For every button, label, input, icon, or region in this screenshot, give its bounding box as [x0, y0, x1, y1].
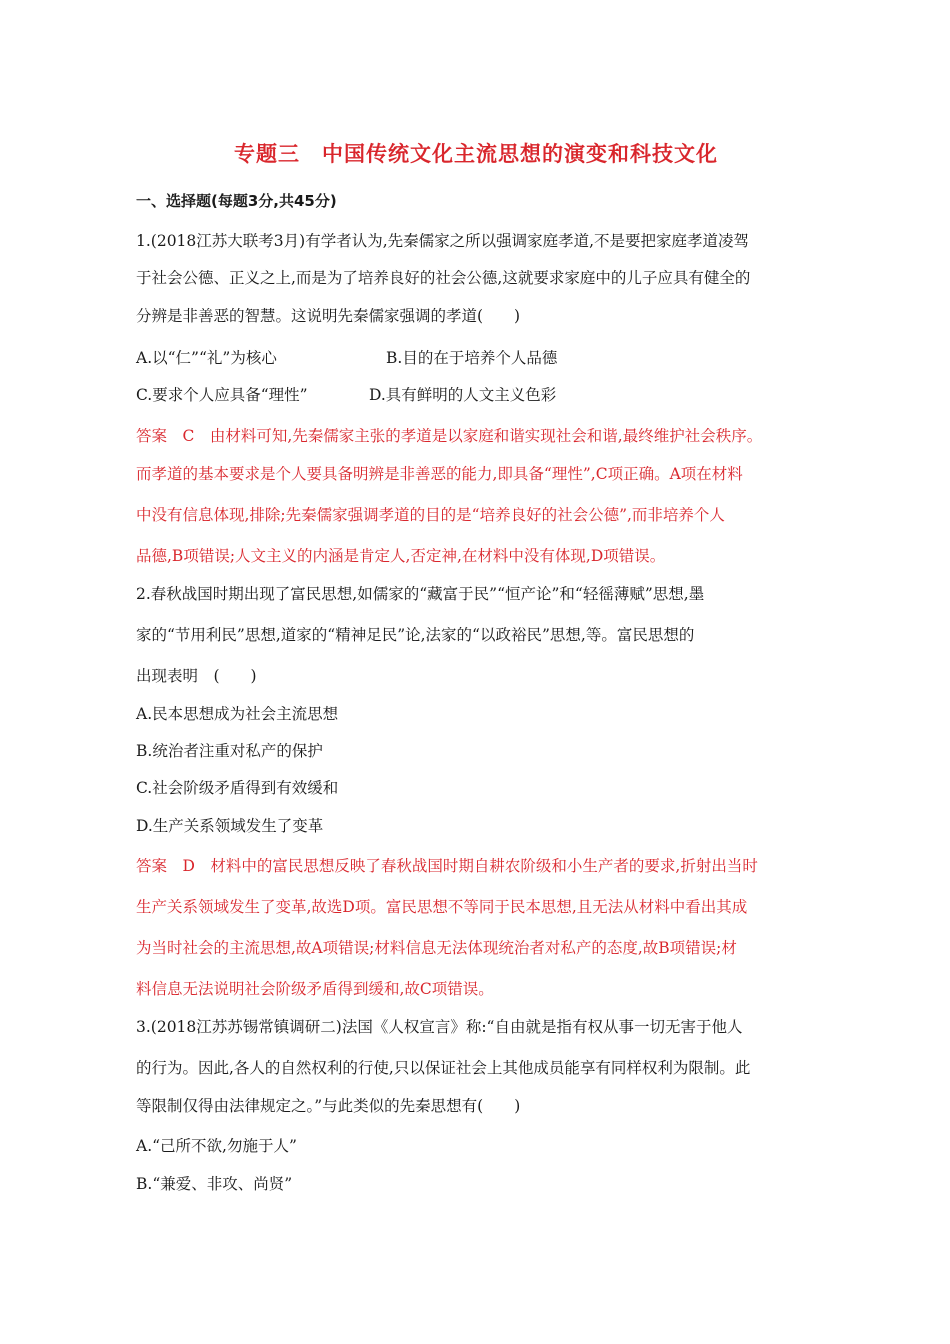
- q1-answer-line: 答案 C 由材料可知,先秦儒家主张的孝道是以家庭和谐实现社会和谐,最终维护社会秩序。: [136, 427, 763, 445]
- q1-answer-line: 而孝道的基本要求是个人要具备明辨是非善恶的能力,即具备“理性”,C项正确。A项在材料: [136, 465, 743, 483]
- q2-answer-line: 答案 D 材料中的富民思想反映了春秋战国时期自耕农阶级和小生产者的要求,折射出当时: [136, 857, 758, 875]
- q2-answer-line: 料信息无法说明社会阶级矛盾得到缓和,故C项错误。: [136, 980, 494, 998]
- q2-answer-line: 为当时社会的主流思想,故A项错误;材料信息无法体现统治者对私产的态度,故B项错误;材: [136, 939, 737, 957]
- q3-stem-line: 等限制仅得由法律规定之。”与此类似的先秦思想有( ): [136, 1097, 521, 1115]
- q1-answer-line: 中没有信息体现,排除;先秦儒家强调孝道的目的是“培养良好的社会公德”,而非培养个人: [136, 506, 725, 524]
- q1-option-c: C.要求个人应具备“理性”: [136, 386, 308, 404]
- q3-option-a: A.“己所不欲,勿施于人”: [136, 1137, 297, 1155]
- q1-option-a: A.以“仁”“礼”为核心: [136, 349, 277, 367]
- q2-option-b: B.统治者注重对私产的保护: [136, 742, 323, 760]
- q3-option-b: B.“兼爱、非攻、尚贤”: [136, 1175, 293, 1193]
- q1-option-b: B.目的在于培养个人品德: [386, 349, 558, 367]
- q1-answer-line: 品德,B项错误;人文主义的内涵是肯定人,否定神,在材料中没有体现,D项错误。: [136, 547, 666, 565]
- q3-stem-line: 3.(2018江苏苏锡常镇调研二)法国《人权宣言》称:“自由就是指有权从事一切无害于他人: [136, 1018, 743, 1036]
- q2-stem-line: 家的“节用利民”思想,道家的“精神足民”论,法家的“以政裕民”思想,等。富民思想的: [136, 626, 695, 644]
- q2-option-a: A.民本思想成为社会主流思想: [136, 705, 339, 723]
- section-heading: 一、选择题(每题3分,共45分): [136, 192, 337, 210]
- q2-option-d: D.生产关系领域发生了变革: [136, 817, 324, 835]
- q2-stem-line: 2.春秋战国时期出现了富民思想,如儒家的“藏富于民”“恒产论”和“轻徭薄赋”思想,墨: [136, 585, 705, 603]
- q1-option-d: D.具有鲜明的人文主义色彩: [369, 386, 557, 404]
- q2-answer-line: 生产关系领域发生了变革,故选D项。富民思想不等同于民本思想,且无法从材料中看出其成: [136, 898, 748, 916]
- page-title: 专题三 中国传统文化主流思想的演变和科技文化: [234, 142, 718, 166]
- q2-option-c: C.社会阶级矛盾得到有效缓和: [136, 779, 339, 797]
- q1-stem-line: 分辨是非善恶的智慧。这说明先秦儒家强调的孝道( ): [136, 307, 521, 325]
- q3-stem-line: 的行为。因此,各人的自然权利的行使,只以保证社会上其他成员能享有同样权利为限制。此: [136, 1059, 751, 1077]
- q1-stem-line: 于社会公德、正义之上,而是为了培养良好的社会公德,这就要求家庭中的儿子应具有健全的: [136, 269, 751, 287]
- q1-stem-line: 1.(2018江苏大联考3月)有学者认为,先秦儒家之所以强调家庭孝道,不是要把家庭孝道凌驾: [136, 232, 750, 250]
- q2-stem-line: 出现表明 ( ): [136, 667, 257, 685]
